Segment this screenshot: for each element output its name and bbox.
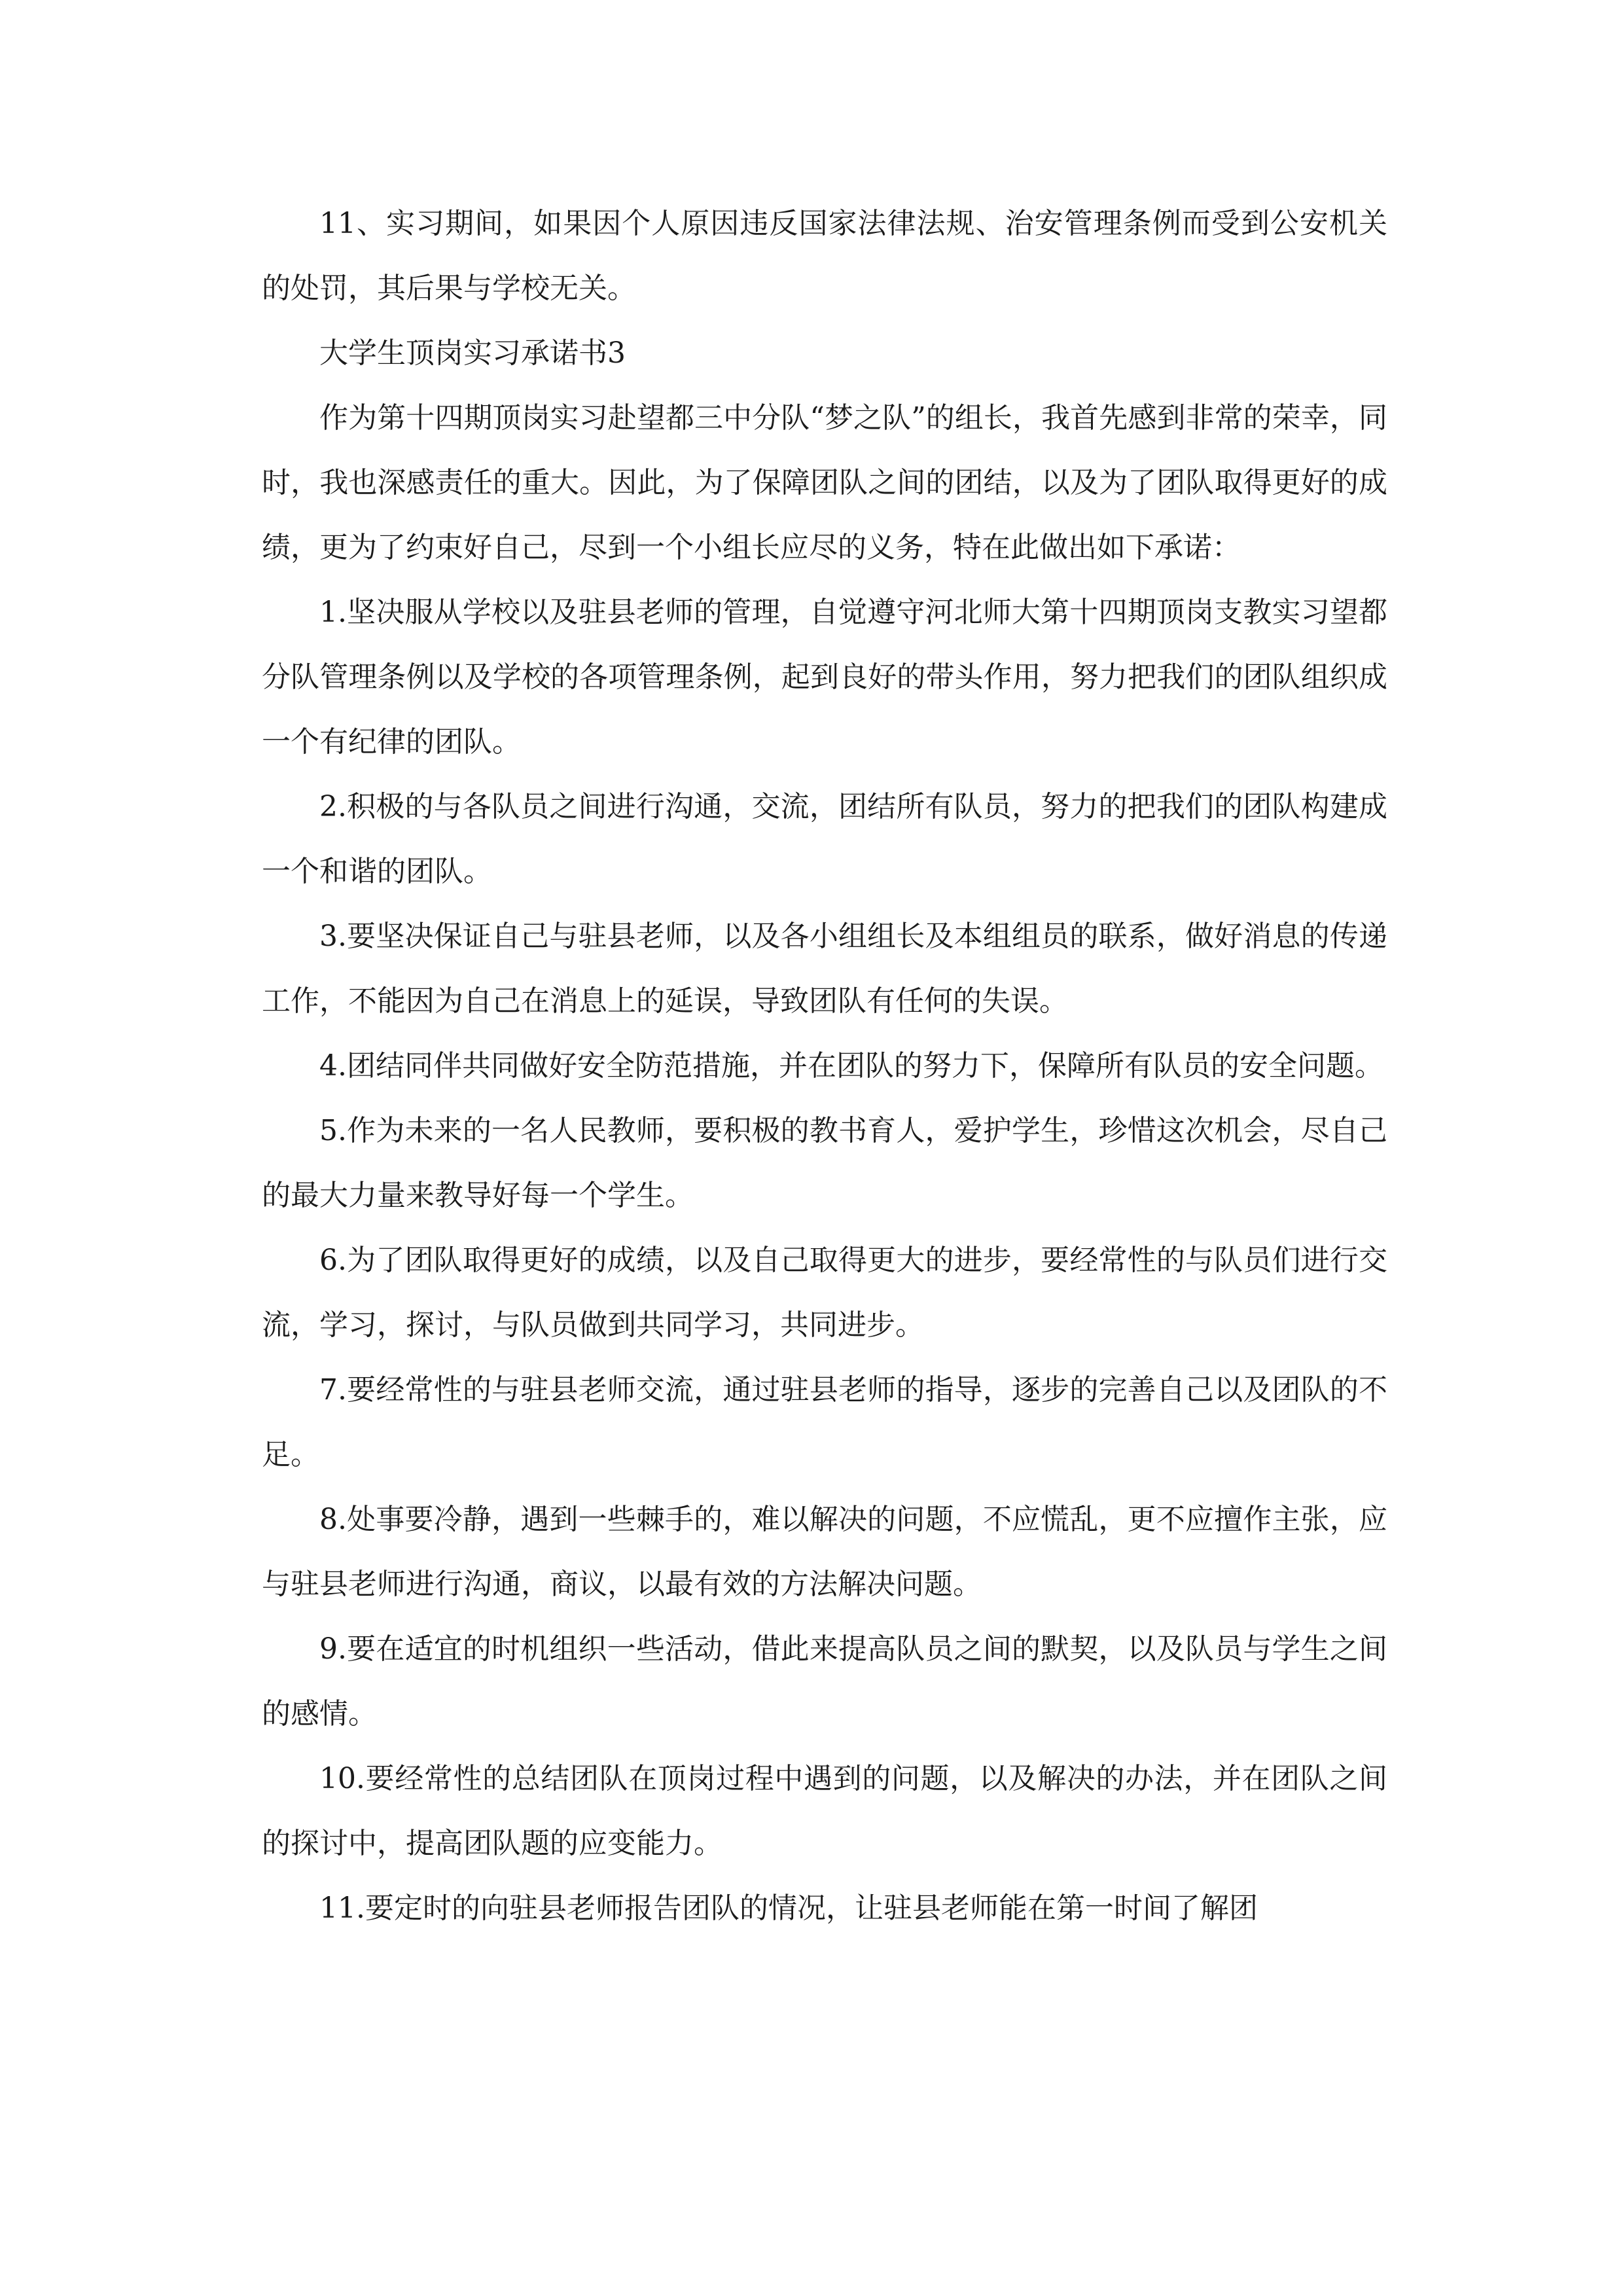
paragraph-intro: 作为第十四期顶岗实习赴望都三中分队“梦之队”的组长，我首先感到非常的荣幸，同时，我也深感责任的重大。因此，为了保障团队之间的团结，以及为了团队取得更好的成绩，更为了约束好自己，尽到一个小组长应尽的义务，特在此做出如下承诺： <box>262 401 1387 564</box>
pledge-item-11: 11.要定时的向驻县老师报告团队的情况，让驻县老师能在第一时间了解团 <box>319 1892 1258 1925</box>
pledge-item-6: 6.为了团队取得更好的成绩，以及自己取得更大的进步，要经常性的与队员们进行交流，学习，探讨，与队员做到共同学习，共同进步。 <box>262 1244 1387 1342</box>
pledge-item-5: 5.作为未来的一名人民教师，要积极的教书育人，爱护学生，珍惜这次机会，尽自己的最大力量来教导好每一个学生。 <box>262 1114 1387 1212</box>
pledge-item-1: 1.坚决服从学校以及驻县老师的管理，自觉遵守河北师大第十四期顶岗支教实习望都分队管理条例以及学校的各项管理条例，起到良好的带头作用，努力把我们的团队组织成一个有纪律的团队。 <box>262 596 1387 759</box>
pledge-item-10: 10.要经常性的总结团队在顶岗过程中遇到的问题，以及解决的办法，并在团队之间的探讨中，提高团队题的应变能力。 <box>262 1762 1387 1860</box>
pledge-item-7: 7.要经常性的与驻县老师交流，通过驻县老师的指导，逐步的完善自己以及团队的不足。 <box>262 1373 1387 1471</box>
pledge-item-2: 2.积极的与各队员之间进行沟通，交流，团结所有队员，努力的把我们的团队构建成一个和谐的团队。 <box>262 790 1387 888</box>
pledge-item-9: 9.要在适宜的时机组织一些活动，借此来提高队员之间的默契，以及队员与学生之间的感情。 <box>262 1632 1387 1731</box>
document-body <box>262 191 1387 1941</box>
pledge-item-8: 8.处事要冷静，遇到一些棘手的，难以解决的问题，不应慌乱，更不应擅作主张，应与驻县老师进行沟通，商议，以最有效的方法解决问题。 <box>262 1503 1387 1601</box>
pledge-item-4: 4.团结同伴共同做好安全防范措施，并在团队的努力下，保障所有队员的安全问题。 <box>319 1049 1383 1083</box>
pledge-item-3: 3.要坚决保证自己与驻县老师，以及各小组组长及本组组员的联系，做好消息的传递工作，不能因为自己在消息上的延误，导致团队有任何的失误。 <box>262 920 1387 1018</box>
paragraph-item-11-penalty: 11、实习期间，如果因个人原因违反国家法律法规、治安管理条例而受到公安机关的处罚，其后果与学校无关。 <box>262 207 1387 305</box>
section-heading: 大学生顶岗实习承诺书3 <box>319 336 626 370</box>
